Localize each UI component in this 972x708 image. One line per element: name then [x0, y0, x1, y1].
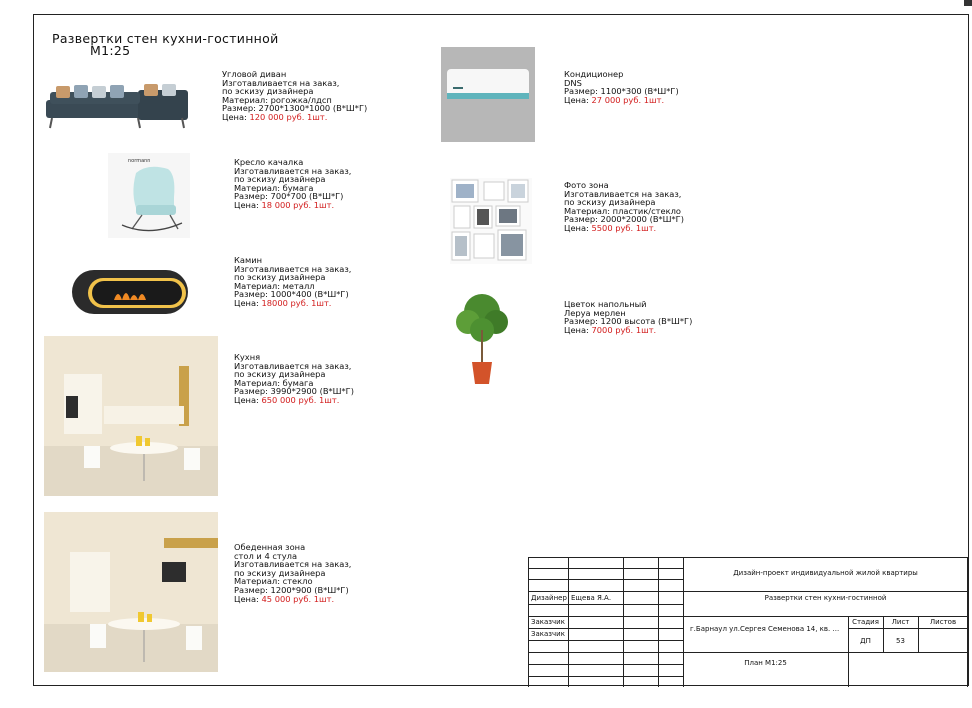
price-value: 120 000 руб. 1шт. [249, 111, 328, 122]
price-label: Цена: [564, 94, 592, 105]
stage-label: Стадия [852, 618, 879, 626]
item-fireplace [234, 256, 351, 308]
item-photo-zone [564, 181, 684, 233]
item-detail: Материал: бумага [234, 377, 314, 388]
item-detail: по эскизу дизайнера [234, 272, 326, 283]
item-price [564, 96, 679, 105]
title-block [528, 557, 968, 687]
item-name: Угловой диван [222, 69, 287, 79]
item-price [234, 201, 351, 210]
designer-name: Ещева Я.А. [571, 594, 612, 602]
price-value: 7000 руб. 1шт. [591, 324, 657, 335]
item-name: Обеденная зона [234, 542, 306, 552]
item-detail: Изготавливается на заказ, [564, 188, 682, 199]
plan-scale: План М1:25 [744, 659, 787, 667]
item-detail: по эскизу дизайнера [564, 197, 656, 208]
item-rocking-chair [234, 158, 351, 210]
fireplace-image [70, 266, 190, 318]
price-label: Цена: [234, 199, 262, 210]
item-detail: Размер: 1200*900 (В*Ш*Г) [234, 584, 349, 595]
item-detail: стол и 4 стула [234, 550, 298, 561]
item-detail: Материал: рогожка/лдсп [222, 94, 332, 105]
price-value: 5500 руб. 1шт. [591, 222, 657, 233]
item-detail: по эскизу дизайнера [234, 567, 326, 578]
item-detail: Размер: 700*700 (В*Ш*Г) [234, 191, 344, 202]
price-label: Цена: [564, 222, 592, 233]
client-label-2: Заказчик [531, 630, 565, 638]
item-detail: по эскизу дизайнера [234, 369, 326, 380]
item-detail: Материал: металл [234, 280, 315, 291]
item-detail: Изготавливается на заказ, [234, 360, 352, 371]
sheet-value: 53 [896, 637, 905, 645]
price-label: Цена: [234, 593, 262, 604]
item-detail: Размер: 3990*2900 (В*Ш*Г) [234, 386, 354, 397]
item-name: Цветок напольный [564, 299, 647, 309]
item-price [234, 595, 351, 604]
price-label: Цена: [234, 394, 262, 405]
item-detail: Изготавливается на заказ, [234, 165, 352, 176]
svg-text:normann: normann [128, 158, 151, 164]
item-detail: Материал: бумага [234, 182, 314, 193]
price-label: Цена: [234, 297, 262, 308]
item-name: Кондиционер [564, 69, 624, 79]
price-value: 45 000 руб. 1шт. [261, 593, 335, 604]
item-detail: по эскизу дизайнера [234, 174, 326, 185]
item-detail: Материал: пластик/стекло [564, 205, 681, 216]
project-name: Дизайн-проект индивидуальной жилой квартиры [733, 569, 918, 577]
title-scale: М1:25 [90, 43, 131, 58]
item-detail: Материал: стекло [234, 576, 313, 587]
item-plant [564, 300, 692, 334]
item-detail: Изготавливается на заказ, [234, 559, 352, 570]
sofa-image [42, 82, 192, 130]
page-title [52, 33, 279, 57]
item-detail: Изготавливается на заказ, [234, 263, 352, 274]
sheets-label: Листов [929, 618, 957, 626]
price-value: 18000 руб. 1шт. [261, 297, 332, 308]
item-detail: Размер: 2000*2000 (В*Ш*Г) [564, 214, 684, 225]
item-name: Кухня [234, 352, 261, 362]
price-label: Цена: [564, 324, 592, 335]
item-air-conditioner [564, 70, 679, 104]
item-detail: Размер: 1200 высота (В*Ш*Г) [564, 316, 693, 327]
item-name: Фото зона [564, 180, 609, 190]
item-price [222, 113, 367, 122]
item-detail: Леруа мерлен [564, 307, 626, 318]
rocking-chair-image [108, 153, 190, 238]
item-price [234, 299, 351, 308]
dining-image [44, 512, 218, 672]
air-conditioner-image [441, 47, 535, 142]
client-label-1: Заказчик [531, 618, 565, 626]
item-detail: по эскизу дизайнера [222, 86, 314, 97]
kitchen-image [44, 336, 218, 496]
photo-zone-image [450, 178, 532, 264]
title-text: Развертки стен кухни-гостинной [52, 31, 279, 46]
sheet-title: Развертки стен кухни-гостинной [764, 594, 887, 602]
item-price [564, 326, 692, 335]
item-sofa [222, 70, 367, 122]
plant-image [452, 290, 512, 385]
item-detail: Размер: 2700*1300*1000 (В*Ш*Г) [222, 103, 368, 114]
address: г.Барнаул ул.Сергея Семенова 14, кв. ... [690, 625, 840, 633]
item-kitchen [234, 353, 354, 405]
item-detail: Размер: 1000*400 (В*Ш*Г) [234, 289, 349, 300]
item-detail: Размер: 1100*300 (В*Ш*Г) [564, 86, 679, 97]
item-price [564, 224, 684, 233]
item-detail: DNS [564, 77, 582, 88]
item-price [234, 396, 354, 405]
stage-value: ДП [860, 637, 871, 645]
price-value: 650 000 руб. 1шт. [261, 394, 340, 405]
page-corner-mark [964, 0, 972, 6]
item-detail: Изготавливается на заказ, [222, 77, 340, 88]
designer-label: Дизайнер [531, 594, 567, 602]
sheet-label: Лист [891, 618, 910, 626]
price-value: 18 000 руб. 1шт. [261, 199, 335, 210]
price-label: Цена: [222, 111, 250, 122]
item-name: Камин [234, 255, 263, 265]
item-name: Кресло качалка [234, 157, 304, 167]
price-value: 27 000 руб. 1шт. [591, 94, 665, 105]
item-dining [234, 543, 351, 603]
